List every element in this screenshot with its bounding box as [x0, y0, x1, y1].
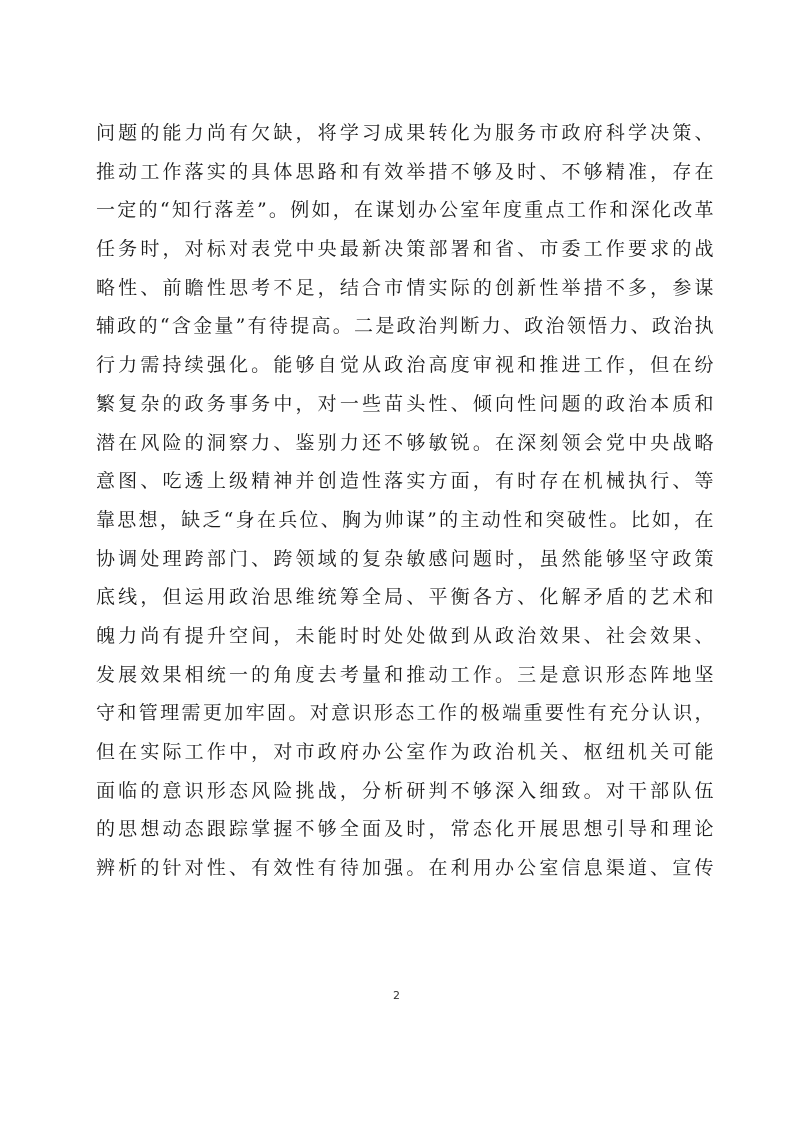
text-line: 一定的“知行落差”。例如，在谋划办公室年度重点工作和深化改革: [96, 199, 714, 222]
text-line: 底线，但运用政治思维统筹全局、平衡各方、化解矛盾的艺术和: [96, 586, 714, 609]
text-line: 意图、吃透上级精神并创造性落实方面，有时存在机械执行、等: [96, 470, 714, 493]
text-line: 任务时，对标对表党中央最新决策部署和省、市委工作要求的战: [96, 238, 714, 261]
text-line: 繁复杂的政务事务中，对一些苗头性、倾向性问题的政治本质和: [96, 392, 714, 415]
text-line: 发展效果相统一的角度去考量和推动工作。三是意识形态阵地坚: [96, 663, 714, 686]
text-line: 潜在风险的洞察力、鉴别力还不够敏锐。在深刻领会党中央战略: [96, 431, 714, 454]
text-line: 协调处理跨部门、跨领域的复杂敏感问题时，虽然能够坚守政策: [96, 547, 714, 570]
text-line: 问题的能力尚有欠缺，将学习成果转化为服务市政府科学决策、: [96, 122, 714, 144]
text-line: 但在实际工作中，对市政府办公室作为政治机关、枢纽机关可能: [96, 741, 714, 763]
page-number: 2: [393, 989, 400, 1002]
text-line: 推动工作落实的具体思路和有效举措不够及时、不够精准，存在: [96, 160, 714, 183]
text-line: 守和管理需更加牢固。对意识形态工作的极端重要性有充分认识，: [96, 702, 714, 725]
body-text: [96, 114, 714, 888]
text-line: 行力需持续强化。能够自觉从政治高度审视和推进工作，但在纷: [96, 354, 714, 377]
text-line: 靠思想，缺乏“身在兵位、胸为帅谋”的主动性和突破性。比如，在: [96, 508, 714, 531]
text-line: 略性、前瞻性思考不足，结合市情实际的创新性举措不多，参谋: [96, 276, 714, 299]
text-line: 的思想动态跟踪掌握不够全面及时，常态化开展思想引导和理论: [96, 818, 714, 841]
text-line: 辅政的“含金量”有待提高。二是政治判断力、政治领悟力、政治执: [96, 315, 714, 338]
text-line: 魄力尚有提升空间，未能时时处处做到从政治效果、社会效果、: [96, 624, 714, 647]
text-line: 面临的意识形态风险挑战，分析研判不够深入细致。对干部队伍: [96, 779, 714, 802]
text-line: 辨析的针对性、有效性有待加强。在利用办公室信息渠道、宣传: [96, 857, 714, 880]
